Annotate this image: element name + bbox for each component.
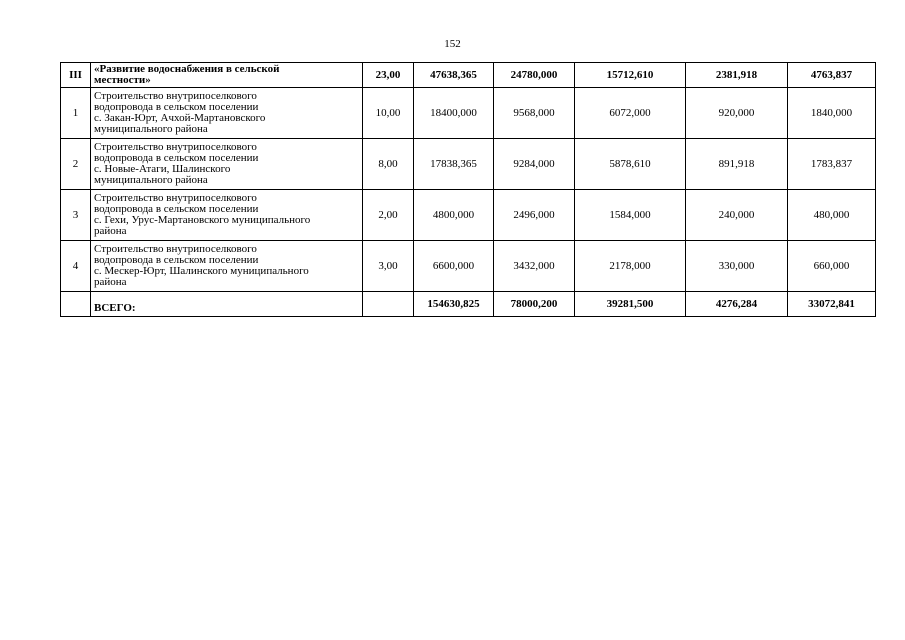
cell-value: 660,000	[788, 241, 876, 292]
row-name: Строительство внутрипоселкового водопровода в сельском поселении с. Мескер-Юрт, Шалинского муниципального района	[91, 241, 363, 292]
cell-value: 154630,825	[414, 292, 494, 317]
row-name: «Развитие водоснабжения в сельской местности»	[91, 63, 363, 88]
cell-value: 15712,610	[575, 63, 686, 88]
cell-value: 4800,000	[414, 190, 494, 241]
table-row	[61, 88, 876, 139]
cell-value: 2496,000	[494, 190, 575, 241]
row-number: III	[61, 63, 91, 88]
cell-value: 240,000	[686, 190, 788, 241]
cell-value: 24780,000	[494, 63, 575, 88]
cell-value: 1783,837	[788, 139, 876, 190]
cell-value: 23,00	[363, 63, 414, 88]
cell-value: 480,000	[788, 190, 876, 241]
cell-value: 10,00	[363, 88, 414, 139]
cell-value: 47638,365	[414, 63, 494, 88]
cell-value: 1840,000	[788, 88, 876, 139]
cell-value: 3432,000	[494, 241, 575, 292]
page-number: 152	[444, 38, 461, 50]
cell-value: 4276,284	[686, 292, 788, 317]
row-name: Строительство внутрипоселкового водопровода в сельском поселении с. Закан-Юрт, Ачхой-Мартановского муниципального района	[91, 88, 363, 139]
cell-value: 5878,610	[575, 139, 686, 190]
cell-value: 9284,000	[494, 139, 575, 190]
cell-value: 9568,000	[494, 88, 575, 139]
cell-value: 2178,000	[575, 241, 686, 292]
cell-value: 920,000	[686, 88, 788, 139]
row-name: Строительство внутрипоселкового водопровода в сельском поселении с. Гехи, Урус-Мартановского муниципального района	[91, 190, 363, 241]
row-number: 1	[61, 88, 91, 139]
budget-table	[60, 62, 876, 317]
row-number	[61, 292, 91, 317]
cell-value: 33072,841	[788, 292, 876, 317]
table-row	[61, 139, 876, 190]
cell-value: 18400,000	[414, 88, 494, 139]
cell-value	[363, 292, 414, 317]
cell-value: 1584,000	[575, 190, 686, 241]
cell-value: 78000,200	[494, 292, 575, 317]
cell-value: 8,00	[363, 139, 414, 190]
row-name: Строительство внутрипоселкового водопровода в сельском поселении с. Новые-Атаги, Шалинского муниципального района	[91, 139, 363, 190]
cell-value: 2,00	[363, 190, 414, 241]
row-number: 2	[61, 139, 91, 190]
table-row-section	[61, 63, 876, 88]
cell-value: 4763,837	[788, 63, 876, 88]
row-number: 3	[61, 190, 91, 241]
cell-value: 2381,918	[686, 63, 788, 88]
table-row	[61, 190, 876, 241]
cell-value: 6072,000	[575, 88, 686, 139]
cell-value: 39281,500	[575, 292, 686, 317]
table-row	[61, 241, 876, 292]
cell-value: 6600,000	[414, 241, 494, 292]
row-number: 4	[61, 241, 91, 292]
table-row-total	[61, 292, 876, 317]
cell-value: 3,00	[363, 241, 414, 292]
total-label: ВСЕГО:	[91, 292, 363, 317]
cell-value: 330,000	[686, 241, 788, 292]
cell-value: 891,918	[686, 139, 788, 190]
cell-value: 17838,365	[414, 139, 494, 190]
